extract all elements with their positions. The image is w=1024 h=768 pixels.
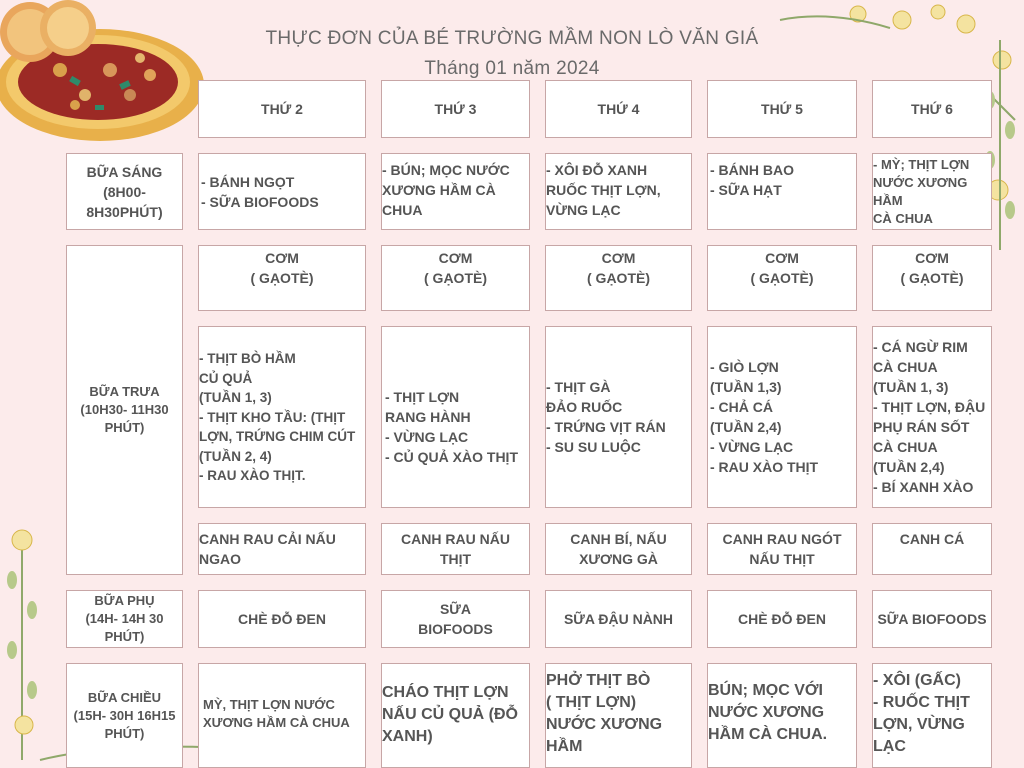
rice-wed: CƠM ( GẠOTÈ): [545, 245, 692, 311]
lunch-main-wed: - THỊT GÀ ĐẢO RUỐC - TRỨNG VỊT RÁN - SU SU LUỘC: [545, 326, 692, 508]
rice-tue: CƠM ( GẠOTÈ): [381, 245, 530, 311]
meal-label-lunch: BỮA TRƯA (10H30- 11H30 PHÚT): [66, 245, 183, 575]
day-header-mon: THỨ 2: [198, 80, 366, 138]
breakfast-wed: - XÔI ĐỖ XANH RUỐC THỊT LỢN, VỪNG LẠC: [545, 153, 692, 230]
soup-fri: CANH CÁ: [872, 523, 992, 575]
rice-fri: CƠM ( GẠOTÈ): [872, 245, 992, 311]
menu-subtitle: Tháng 01 năm 2024: [424, 58, 600, 79]
snack-wed: SỮA ĐẬU NÀNH: [545, 590, 692, 648]
snack-fri: SỮA BIOFOODS: [872, 590, 992, 648]
meal-label-breakfast: BỮA SÁNG (8H00- 8H30PHÚT): [66, 153, 183, 230]
snack-tue: SỮA BIOFOODS: [381, 590, 530, 648]
soup-tue: CANH RAU NẤU THỊT: [381, 523, 530, 575]
breakfast-tue: - BÚN; MỌC NƯỚC XƯƠNG HẦM CÀ CHUA: [381, 153, 530, 230]
rice-thu: CƠM ( GẠOTÈ): [707, 245, 857, 311]
day-header-thu: THỨ 5: [707, 80, 857, 138]
meal-label-dinner: BỮA CHIỀU (15H- 30H 16H15 PHÚT): [66, 663, 183, 768]
dinner-wed: PHỞ THỊT BÒ ( THỊT LỢN) NƯỚC XƯƠNG HẦM: [545, 663, 692, 768]
day-header-fri: THỨ 6: [872, 80, 992, 138]
breakfast-thu: - BÁNH BAO - SỮA HẠT: [707, 153, 857, 230]
snack-mon: CHÈ ĐỖ ĐEN: [198, 590, 366, 648]
dinner-thu: BÚN; MỌC VỚI NƯỚC XƯƠNG HẦM CÀ CHUA.: [707, 663, 857, 768]
soup-thu: CANH RAU NGÓT NẤU THỊT: [707, 523, 857, 575]
dinner-fri: - XÔI (GẤC) - RUỐC THỊT LỢN, VỪNG LẠC: [872, 663, 992, 768]
meal-label-snack: BỮA PHỤ (14H- 14H 30 PHÚT): [66, 590, 183, 648]
breakfast-fri: - MỲ; THỊT LỢN NƯỚC XƯƠNG HẦM CÀ CHUA: [872, 153, 992, 230]
rice-mon: CƠM ( GẠOTÈ): [198, 245, 366, 311]
dinner-mon: MỲ, THỊT LỢN NƯỚC XƯƠNG HẦM CÀ CHUA: [198, 663, 366, 768]
lunch-main-tue: - THỊT LỢN RANG HÀNH - VỪNG LẠC - CỦ QUẢ XÀO THỊT: [381, 326, 530, 508]
day-header-wed: THỨ 4: [545, 80, 692, 138]
lunch-main-thu: - GIÒ LỢN (TUẦN 1,3) - CHẢ CÁ (TUẦN 2,4) - VỪNG LẠC - RAU XÀO THỊT: [707, 326, 857, 508]
dinner-tue: CHÁO THỊT LỢN NẤU CỦ QUẢ (ĐỖ XANH): [381, 663, 530, 768]
lunch-main-mon: - THỊT BÒ HẦM CỦ QUẢ (TUẦN 1, 3) - THỊT KHO TẦU: (THỊT LỢN, TRỨNG CHIM CÚT (TUẦN 2, 4) - RAU XÀO THỊT.: [198, 326, 366, 508]
breakfast-mon: - BÁNH NGỌT - SỮA BIOFOODS: [198, 153, 366, 230]
soup-wed: CANH BÍ, NẤU XƯƠNG GÀ: [545, 523, 692, 575]
lunch-main-fri: - CÁ NGỪ RIM CÀ CHUA (TUẦN 1, 3) - THỊT LỢN, ĐẬU PHỤ RÁN SỐT CÀ CHUA (TUẦN 2,4) - BÍ XANH XÀO: [872, 326, 992, 508]
snack-thu: CHÈ ĐỖ ĐEN: [707, 590, 857, 648]
day-header-tue: THỨ 3: [381, 80, 530, 138]
soup-mon: CANH RAU CẢI NẤU NGAO: [198, 523, 366, 575]
menu-title: THỰC ĐƠN CỦA BÉ TRƯỜNG MẦM NON LÒ VĂN GIÁ: [265, 28, 759, 49]
